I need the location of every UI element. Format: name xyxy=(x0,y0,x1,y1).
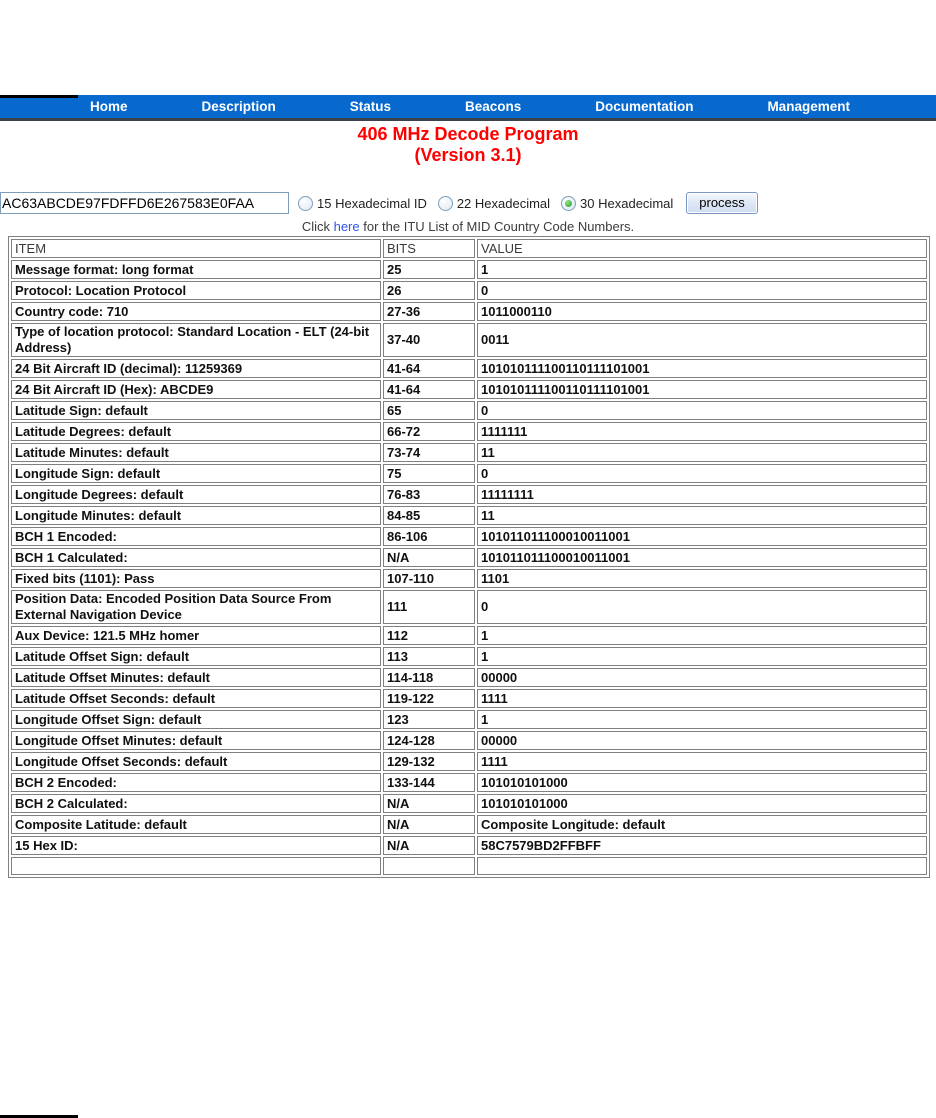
table-row xyxy=(11,443,927,462)
bits-cell: N/A xyxy=(383,548,475,567)
value-cell: 58C7579BD2FFBFF xyxy=(477,836,927,855)
decode-form xyxy=(0,191,936,215)
radio-option-15-hexadecimal-id[interactable] xyxy=(298,196,427,211)
value-cell: 1 xyxy=(477,626,927,645)
value-cell: 1 xyxy=(477,260,927,279)
value-cell: 1 xyxy=(477,710,927,729)
table-row xyxy=(11,569,927,588)
value-cell xyxy=(477,857,927,875)
nav-item-status[interactable]: Status xyxy=(349,99,391,114)
table-row xyxy=(11,626,927,645)
hex-id-input[interactable] xyxy=(0,192,289,214)
table-row xyxy=(11,323,927,357)
bits-cell: 119-122 xyxy=(383,689,475,708)
nav-item-management[interactable]: Management xyxy=(767,99,850,114)
table-row xyxy=(11,260,927,279)
bits-cell: 76-83 xyxy=(383,485,475,504)
itu-here-link[interactable]: here xyxy=(333,219,360,234)
item-cell: Fixed bits (1101): Pass xyxy=(11,569,381,588)
table-row xyxy=(11,590,927,624)
note-prefix: Click xyxy=(301,219,334,234)
value-cell: 0 xyxy=(477,401,927,420)
radio-group xyxy=(298,196,684,211)
radio-button-icon[interactable] xyxy=(298,196,313,211)
process-button[interactable]: process xyxy=(686,192,758,214)
item-cell: Type of location protocol: Standard Location - ELT (24-bit Address) xyxy=(11,323,381,357)
table-row xyxy=(11,710,927,729)
item-cell: 15 Hex ID: xyxy=(11,836,381,855)
item-cell: Protocol: Location Protocol xyxy=(11,281,381,300)
item-cell: 24 Bit Aircraft ID (decimal): 11259369 xyxy=(11,359,381,378)
table-row xyxy=(11,752,927,771)
bits-cell: 26 xyxy=(383,281,475,300)
item-cell: Longitude Sign: default xyxy=(11,464,381,483)
bits-cell: 111 xyxy=(383,590,475,624)
empty-table-row xyxy=(11,857,927,875)
bits-cell: 75 xyxy=(383,464,475,483)
bits-cell: 41-64 xyxy=(383,380,475,399)
bits-cell xyxy=(383,857,475,875)
item-cell: Latitude Degrees: default xyxy=(11,422,381,441)
item-cell: Longitude Offset Sign: default xyxy=(11,710,381,729)
bits-cell: 73-74 xyxy=(383,443,475,462)
bits-cell: 65 xyxy=(383,401,475,420)
value-cell: 1111 xyxy=(477,752,927,771)
item-cell: Longitude Offset Seconds: default xyxy=(11,752,381,771)
table-row xyxy=(11,464,927,483)
table-row xyxy=(11,668,927,687)
page-title-line2: (Version 3.1) xyxy=(414,145,522,165)
table-header-row xyxy=(11,239,927,258)
item-cell: Country code: 710 xyxy=(11,302,381,321)
value-cell: 1101 xyxy=(477,569,927,588)
bits-cell: 37-40 xyxy=(383,323,475,357)
value-cell: Composite Longitude: default xyxy=(477,815,927,834)
table-row xyxy=(11,794,927,813)
table-row xyxy=(11,815,927,834)
value-cell: 0 xyxy=(477,464,927,483)
table-row xyxy=(11,836,927,855)
note-suffix: for the ITU List of MID Country Code Numbers. xyxy=(359,219,635,234)
top-left-mark xyxy=(0,95,78,98)
bits-cell: 27-36 xyxy=(383,302,475,321)
nav-item-home[interactable]: Home xyxy=(90,99,128,114)
bits-cell: 66-72 xyxy=(383,422,475,441)
table-row xyxy=(11,380,927,399)
value-cell: 101010101000 xyxy=(477,773,927,792)
nav-item-beacons[interactable]: Beacons xyxy=(464,99,522,114)
bits-cell: 129-132 xyxy=(383,752,475,771)
radio-button-icon[interactable] xyxy=(438,196,453,211)
radio-button-icon[interactable] xyxy=(561,196,576,211)
decode-table xyxy=(8,236,930,878)
item-cell: Aux Device: 121.5 MHz homer xyxy=(11,626,381,645)
bits-cell: 114-118 xyxy=(383,668,475,687)
table-row xyxy=(11,359,927,378)
item-cell: Latitude Offset Sign: default xyxy=(11,647,381,666)
col-header-value: VALUE xyxy=(477,239,927,258)
radio-option-30-hexadecimal[interactable] xyxy=(561,196,673,211)
item-cell: BCH 1 Encoded: xyxy=(11,527,381,546)
value-cell: 11111111 xyxy=(477,485,927,504)
value-cell: 00000 xyxy=(477,731,927,750)
table-row xyxy=(11,548,927,567)
bits-cell: N/A xyxy=(383,815,475,834)
col-header-item: ITEM xyxy=(11,239,381,258)
value-cell: 101011011100010011001 xyxy=(477,527,927,546)
bits-cell: 112 xyxy=(383,626,475,645)
radio-label: 30 Hexadecimal xyxy=(580,195,674,211)
bits-cell: 84-85 xyxy=(383,506,475,525)
bits-cell: 123 xyxy=(383,710,475,729)
table-row xyxy=(11,773,927,792)
radio-label: 22 Hexadecimal xyxy=(456,195,551,211)
item-cell: BCH 2 Calculated: xyxy=(11,794,381,813)
value-cell: 00000 xyxy=(477,668,927,687)
item-cell: Composite Latitude: default xyxy=(11,815,381,834)
item-cell: Position Data: Encoded Position Data Source From External Navigation Device xyxy=(11,590,381,624)
item-cell: Message format: long format xyxy=(11,260,381,279)
item-cell: Latitude Offset Seconds: default xyxy=(11,689,381,708)
col-header-bits: BITS xyxy=(383,239,475,258)
value-cell: 101010111100110111101001 xyxy=(477,380,927,399)
value-cell: 101010111100110111101001 xyxy=(477,359,927,378)
item-cell: Latitude Minutes: default xyxy=(11,443,381,462)
item-cell: BCH 1 Calculated: xyxy=(11,548,381,567)
table-row xyxy=(11,647,927,666)
value-cell: 1111111 xyxy=(477,422,927,441)
value-cell: 11 xyxy=(477,506,927,525)
bits-cell: 113 xyxy=(383,647,475,666)
value-cell: 1111 xyxy=(477,689,927,708)
bits-cell: 133-144 xyxy=(383,773,475,792)
item-cell: BCH 2 Encoded: xyxy=(11,773,381,792)
value-cell: 0 xyxy=(477,590,927,624)
decode-table-body xyxy=(11,260,927,875)
table-row xyxy=(11,422,927,441)
table-row xyxy=(11,506,927,525)
table-row xyxy=(11,689,927,708)
nav-item-description[interactable]: Description xyxy=(201,99,276,114)
bits-cell: N/A xyxy=(383,836,475,855)
value-cell: 0011 xyxy=(477,323,927,357)
nav-item-documentation[interactable]: Documentation xyxy=(595,99,694,114)
item-cell: Longitude Minutes: default xyxy=(11,506,381,525)
radio-option-22-hexadecimal[interactable] xyxy=(438,196,550,211)
table-row xyxy=(11,281,927,300)
itu-note xyxy=(0,219,936,234)
bits-cell: 86-106 xyxy=(383,527,475,546)
decode-table-container xyxy=(8,236,930,878)
bits-cell: 124-128 xyxy=(383,731,475,750)
table-row xyxy=(11,731,927,750)
item-cell: 24 Bit Aircraft ID (Hex): ABCDE9 xyxy=(11,380,381,399)
item-cell xyxy=(11,857,381,875)
radio-label: 15 Hexadecimal ID xyxy=(317,195,427,211)
bits-cell: 107-110 xyxy=(383,569,475,588)
table-row xyxy=(11,401,927,420)
page-title-line1: 406 MHz Decode Program xyxy=(357,124,579,144)
table-row xyxy=(11,485,927,504)
item-cell: Latitude Offset Minutes: default xyxy=(11,668,381,687)
nav-bar xyxy=(0,95,936,121)
item-cell: Latitude Sign: default xyxy=(11,401,381,420)
bits-cell: 25 xyxy=(383,260,475,279)
value-cell: 11 xyxy=(477,443,927,462)
item-cell: Longitude Degrees: default xyxy=(11,485,381,504)
bits-cell: N/A xyxy=(383,794,475,813)
page-title xyxy=(0,124,936,166)
value-cell: 0 xyxy=(477,281,927,300)
table-row xyxy=(11,527,927,546)
table-row xyxy=(11,302,927,321)
value-cell: 101010101000 xyxy=(477,794,927,813)
value-cell: 101011011100010011001 xyxy=(477,548,927,567)
value-cell: 1011000110 xyxy=(477,302,927,321)
item-cell: Longitude Offset Minutes: default xyxy=(11,731,381,750)
value-cell: 1 xyxy=(477,647,927,666)
bits-cell: 41-64 xyxy=(383,359,475,378)
